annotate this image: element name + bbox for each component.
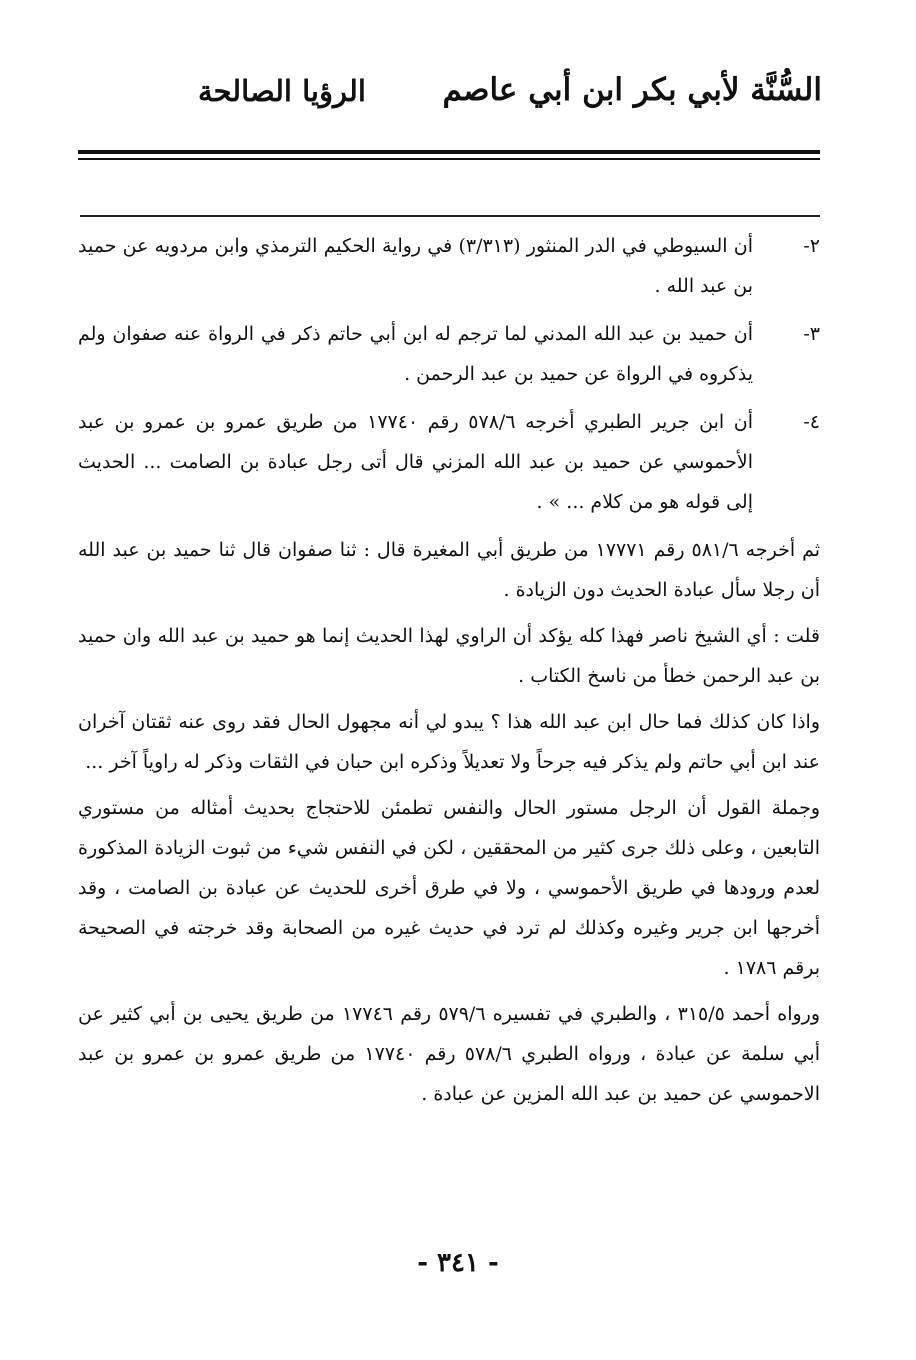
note-text: أن حميد بن عبد الله المدني لما ترجم له ابن أبي حاتم ذكر في الرواة عنه صفوان ولم يذكروه في الرواة عن حميد بن عبد الرحمن . <box>78 323 753 385</box>
footnote-separator <box>80 215 820 217</box>
note-number: ٤- <box>803 411 820 433</box>
footnote-body <box>78 226 820 1120</box>
paragraph: قلت : أي الشيخ ناصر فهذا كله يؤكد أن الراوي لهذا الحديث إنما هو حميد بن عبد الله وان حميد بن عبد الرحمن خطأ من ناسخ الكتاب . <box>78 625 820 687</box>
paragraph: ورواه أحمد ٣١٥/٥ ، والطبري في تفسيره ٥٧٩/٦ رقم ١٧٧٤٦ من طريق يحيى بن أبي كثير عن أبي سلمة عن عبادة ، ورواه الطبري ٥٧٨/٦ رقم ١٧٧٤٠ من طريق عمرو بن عمرو بن عبد الاحموسي عن حميد بن عبد الله المزين عن عبادة . <box>78 1003 821 1105</box>
paragraph: ثم أخرجه ٥٨١/٦ رقم ١٧٧٧١ من طريق أبي المغيرة قال : ثنا صفوان قال ثنا حميد بن عبد الله أن رجلا سأل عبادة الحديث دون الزيادة . <box>78 539 821 601</box>
note-number: ٣- <box>803 323 820 345</box>
note-number: ٢- <box>803 235 820 257</box>
numbered-note <box>78 402 820 522</box>
book-title: السُّنَّة لأبي بكر ابن أبي عاصم <box>442 72 822 108</box>
page-header <box>70 72 822 122</box>
chapter-title: الرؤيا الصالحة <box>198 74 366 108</box>
note-text: أن ابن جرير الطبري أخرجه ٥٧٨/٦ رقم ١٧٧٤٠ من طريق عمرو بن عمرو بن عبد الأحموسي عن حميد بن عبد الله المزني قال أتى رجل عبادة بن الصامت ... الحديث إلى قوله هو من كلام ... » . <box>78 411 753 513</box>
paragraph: واذا كان كذلك فما حال ابن عبد الله هذا ؟ يبدو لي أنه مجهول الحال فقد روى عنه ثقتان آخران عند ابن أبي حاتم ولم يذكر فيه جرحاً ولا تعديلاً وذكره ابن حبان في الثقات وذكر له راوياً آخر ... <box>78 711 820 773</box>
page-number: - ٣٤١ - <box>417 1248 499 1278</box>
numbered-note <box>78 226 820 306</box>
paragraph: وجملة القول أن الرجل مستور الحال والنفس تطمئن للاحتجاج بحديث أمثاله من مستوري التابعين ، وعلى ذلك جرى كثير من المحققين ، لكن في النفس شيء من ثبوت الزيادة المذكورة لعدم ورودها في طريق الأحموسي ، ولا في طرق أخرى للحديث عن عبادة بن الصامت ، وقد أخرجها ابن جرير وغيره وكذلك لم ترد في حديث غيره من الصحابة وقد خرجته في الصحيحة برقم ١٧٨٦ . <box>78 797 820 979</box>
note-text: أن السيوطي في الدر المنثور (٣/٣١٣) في رواية الحكيم الترمذي وابن مردويه عن حميد بن عبد الله . <box>78 235 753 297</box>
numbered-note <box>78 314 820 394</box>
header-rule-thin <box>78 158 820 160</box>
header-rule-thick <box>78 150 820 154</box>
